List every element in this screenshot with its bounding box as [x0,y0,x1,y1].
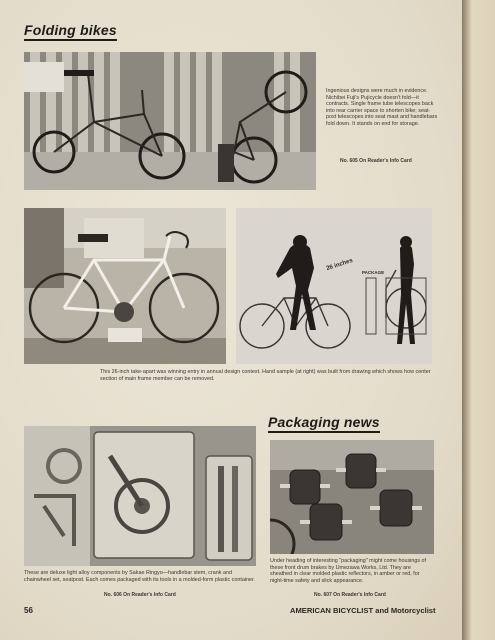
alloy-components-caption: These are deluxe light alloy components by Sakae Ringyo—handlebar stem, crank and chainwheel set, seatpost. Each comes packaged with its tools in a molded-form plastic container. [24,570,256,583]
folding-bikes-reader-ref: No. 605 On Reader's Info Card [340,158,412,164]
drum-brake-hubs-photo [270,440,434,554]
drum-brake-hubs-reader-ref: No. 607 On Reader's Info Card [314,592,386,598]
alloy-components-reader-ref: No. 606 On Reader's Info Card [104,592,176,598]
drawing-size-label: 26 inches [325,257,354,273]
take-apart-bike-photo [24,208,226,364]
adjacent-page-edge [462,0,495,640]
drum-brake-hubs-caption: Under heading of interesting "packaging" might come housings of these front drum brakes by Umezawa Works, Ltd. They are sheathed in clear molded plastic reflectors, in amber or red, for night-time safety and slick appearance. [270,558,427,584]
folding-bikes-heading: Folding bikes [24,22,117,41]
design-drawing-photo [236,208,432,364]
drawing-package-label: PACKAGE [362,270,385,275]
alloy-components-photo [24,426,256,566]
page-number: 56 [24,606,33,615]
folding-bikes-caption: Ingenious designs were much in evidence. Nichibei Fuji's Pujicycle doesn't fold—it contracts. Single frame tube telescopes back into rear carrier space to shorten bike; seat-post telescopes into seat mast and handlebars fold down. It stands on end for storage. [326,88,438,127]
packaging-news-heading: Packaging news [268,414,380,433]
publication-name: AMERICAN BICYCLIST and Motorcyclist [290,606,436,615]
take-apart-caption: This 26-inch take-apart was winning entry in annual design contest. Hand sample (at right) was built from drawing which shows how center section of main frame member can be removed. [100,369,431,382]
folding-bikes-photo [24,52,316,190]
